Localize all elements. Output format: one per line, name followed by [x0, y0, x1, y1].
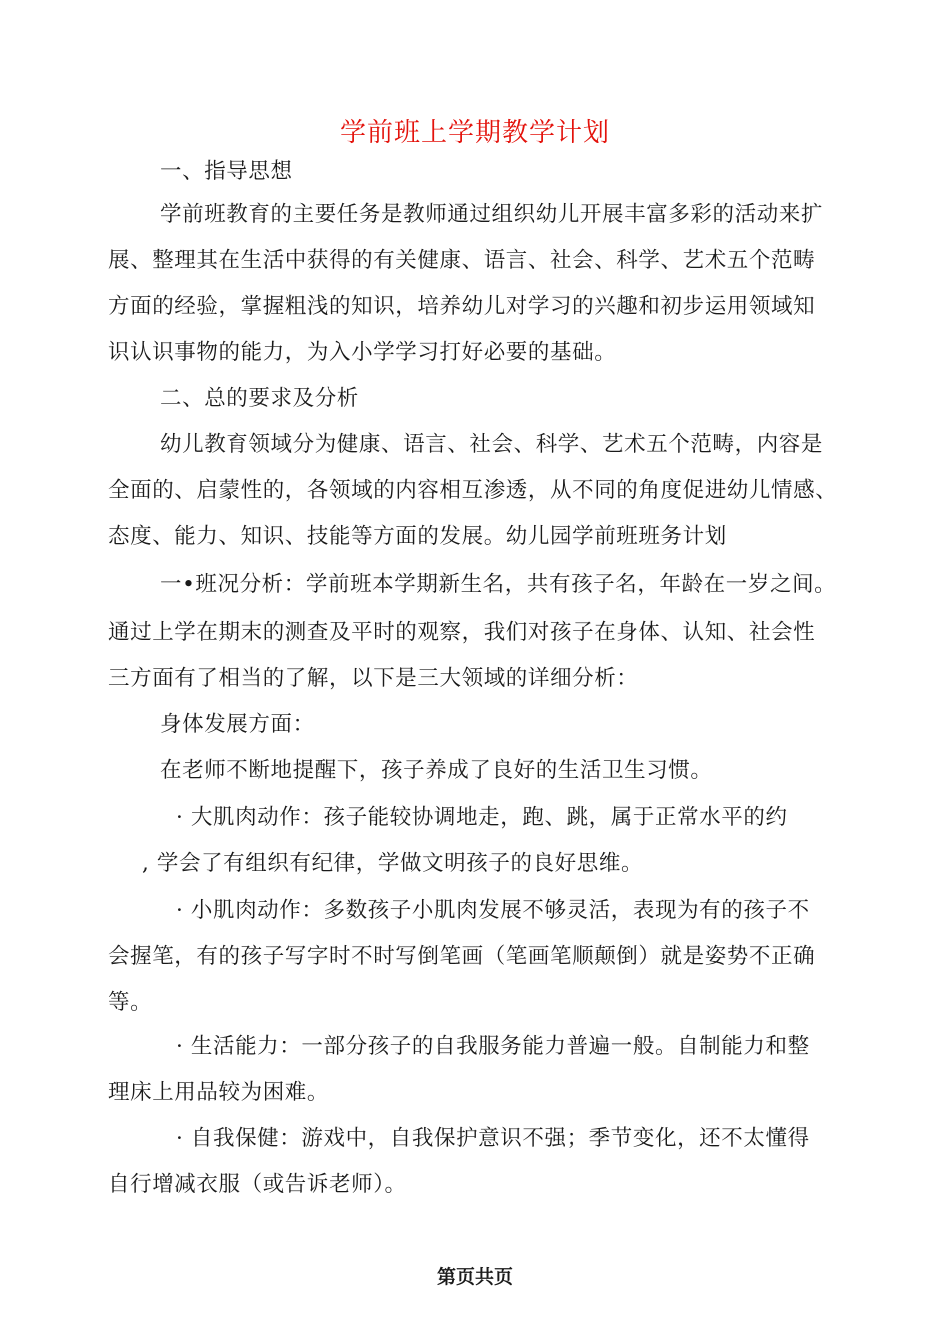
document-title: 学前班上学期教学计划: [339, 118, 610, 148]
paragraph-line: 自行增减衣服（或告诉老师）。: [108, 1172, 407, 1197]
paragraph-line: 理床上用品较为困难。: [108, 1080, 330, 1105]
paragraph-line: 展、整理其在生活中获得的有关健康、语言、社会、科学、艺术五个范畴: [108, 248, 816, 273]
paragraph-line: 一•班况分析：学前班本学期新生名，共有孩子名，年龄在一岁之间。: [160, 572, 837, 597]
bullet-line: · 自我保健：游戏中，自我保护意识不强；季节变化，还不太懂得: [176, 1126, 810, 1151]
page-footer: 第页共页: [436, 1266, 513, 1288]
paragraph-line: 方面的经验，掌握粗浅的知识，培养幼儿对学习的兴趣和初步运用领域知: [108, 294, 816, 319]
paragraph-line: 通过上学在期末的测查及平时的观察，我们对孩子在身体、认知、社会性: [108, 620, 816, 645]
paragraph-line: 会握笔，有的孩子写字时不时写倒笔画（笔画笔顺颠倒）就是姿势不正确: [108, 944, 816, 969]
paragraph-line: 等。: [108, 990, 153, 1015]
subheading-physical-development: 身体发展方面：: [160, 712, 315, 737]
section-heading-requirements: 二、总的要求及分析: [160, 386, 359, 411]
bullet-line: · 小肌肉动作：多数孩子小肌肉发展不够灵活，表现为有的孩子不: [176, 898, 810, 923]
paragraph-line: 学前班教育的主要任务是教师通过组织幼儿开展丰富多彩的活动来扩: [160, 202, 824, 227]
section-heading-guiding-ideology: 一、指导思想: [160, 159, 293, 184]
paragraph-line: 在老师不断地提醒下，孩子养成了良好的生活卫生习惯。: [160, 758, 713, 783]
paragraph-line: , 学会了有组织有纪律，学做文明孩子的良好思维。: [142, 851, 644, 876]
paragraph-line: 全面的、启蒙性的，各领域的内容相互渗透，从不同的角度促进幼儿情感、: [108, 478, 838, 503]
paragraph-line: 三方面有了相当的了解，以下是三大领域的详细分析：: [108, 666, 639, 691]
bullet-line: · 生活能力：一部分孩子的自我服务能力普遍一般。自制能力和整: [176, 1034, 810, 1059]
paragraph-line: 态度、能力、知识、技能等方面的发展。幼儿园学前班班务计划: [108, 524, 727, 549]
paragraph-line: 识认识事物的能力，为入小学学习打好必要的基础。: [108, 340, 617, 365]
paragraph-line: 幼儿教育领域分为健康、语言、社会、科学、艺术五个范畴，内容是: [160, 432, 824, 457]
bullet-line: · 大肌肉动作：孩子能较协调地走，跑、跳，属于正常水平的约: [176, 805, 788, 830]
